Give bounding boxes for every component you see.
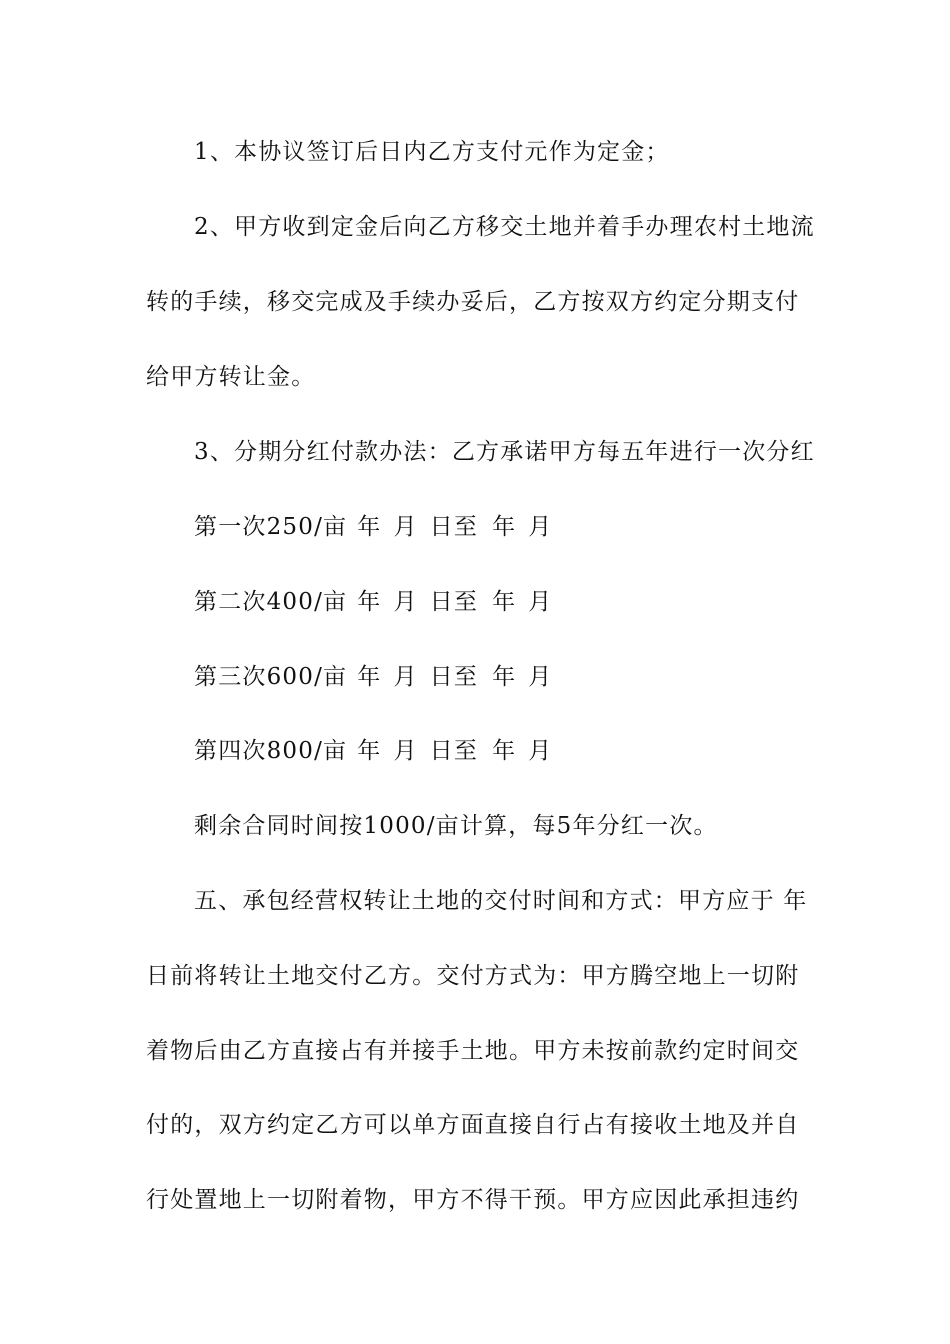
- section-5-line-1: 五、承包经营权转让土地的交付时间和方式：甲方应于 年: [194, 888, 808, 914]
- installment-year: 年: [357, 589, 382, 615]
- installment-year: 年: [357, 664, 382, 690]
- section-5-line-2: 日前将转让土地交付乙方。交付方式为：甲方腾空地上一切附: [146, 963, 800, 989]
- installment-month: 月: [393, 738, 418, 764]
- installment-label: 第一次250/亩: [194, 514, 348, 540]
- installment-day-to: 日至: [429, 664, 479, 690]
- paragraph-3: 3、分期分红付款办法：乙方承诺甲方每五年进行一次分红: [194, 439, 815, 465]
- installment-year: 年: [357, 514, 382, 540]
- installment-row: [194, 512, 854, 542]
- installment-label: 第三次600/亩: [194, 664, 348, 690]
- installment-row: [194, 736, 854, 766]
- installment-label: 第四次800/亩: [194, 738, 348, 764]
- installment-year-end: 年: [492, 589, 517, 615]
- installment-month-end: 月: [528, 738, 553, 764]
- installment-row: [194, 587, 854, 617]
- installment-year-end: 年: [492, 738, 517, 764]
- installment-year-end: 年: [492, 514, 517, 540]
- installment-month: 月: [393, 589, 418, 615]
- installment-day-to: 日至: [429, 589, 479, 615]
- installment-label: 第二次400/亩: [194, 589, 348, 615]
- paragraph-2-line-3: 给甲方转让金。: [146, 364, 316, 390]
- installment-month: 月: [393, 514, 418, 540]
- paragraph-2-line-1: 2、甲方收到定金后向乙方移交土地并着手办理农村土地流: [194, 214, 815, 240]
- installment-year-end: 年: [492, 664, 517, 690]
- installment-year: 年: [357, 738, 382, 764]
- paragraph-1: 1、本协议签订后日内乙方支付元作为定金；: [194, 139, 670, 165]
- section-5-line-5: 行处置地上一切附着物，甲方不得干预。甲方应因此承担违约: [146, 1187, 800, 1213]
- installment-month-end: 月: [528, 589, 553, 615]
- installment-day-to: 日至: [429, 514, 479, 540]
- paragraph-2-line-2: 转的手续，移交完成及手续办妥后，乙方按双方约定分期支付: [146, 289, 800, 315]
- section-5-line-4: 付的，双方约定乙方可以单方面直接自行占有接收土地及并自: [146, 1112, 800, 1138]
- installment-month-end: 月: [528, 664, 553, 690]
- installment-month: 月: [393, 664, 418, 690]
- remainder-paragraph: 剩余合同时间按1000/亩计算，每5年分红一次。: [194, 813, 718, 839]
- installment-day-to: 日至: [429, 738, 479, 764]
- section-5-line-3: 着物后由乙方直接占有并接手土地。甲方未按前款约定时间交: [146, 1038, 800, 1064]
- installment-row: [194, 662, 854, 692]
- installment-month-end: 月: [528, 514, 553, 540]
